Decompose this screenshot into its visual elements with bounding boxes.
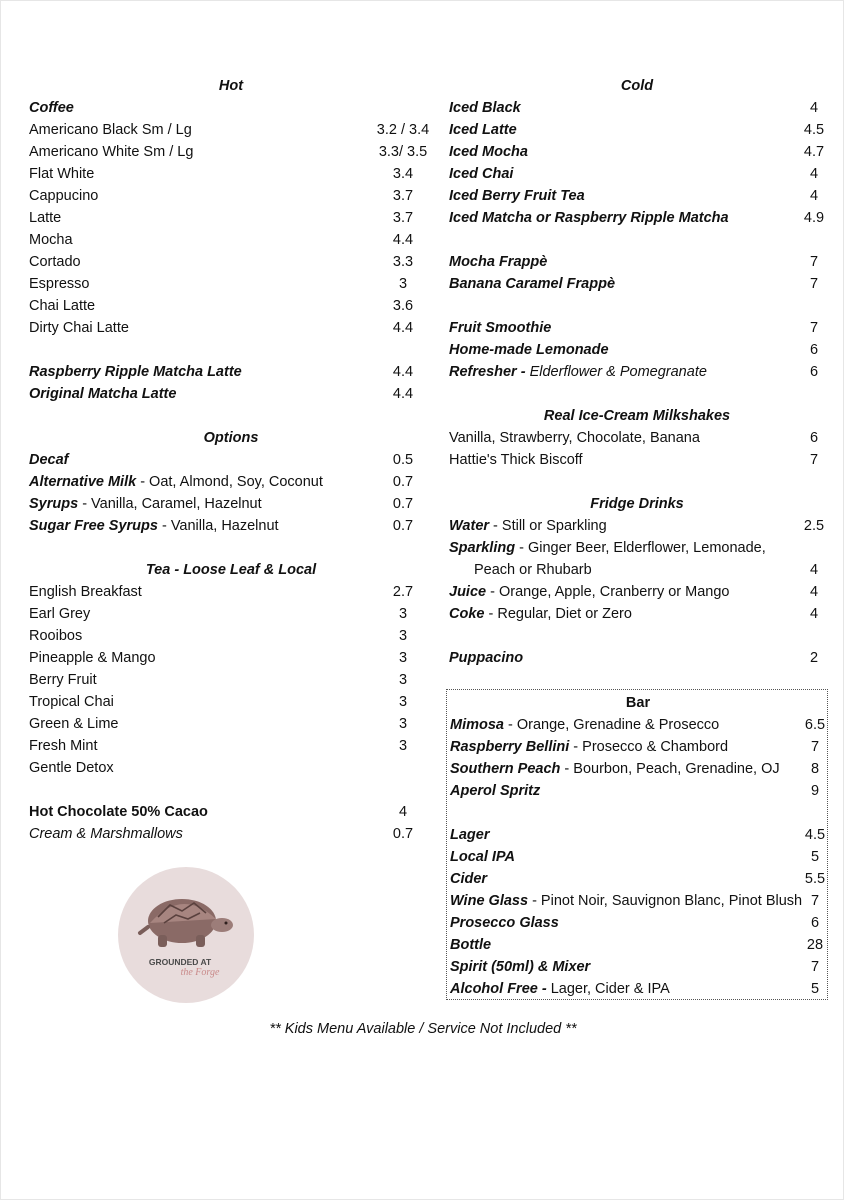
item-price: 4	[809, 100, 819, 116]
item-price: 7	[809, 452, 819, 468]
item-price: 7	[810, 739, 820, 755]
menu-item: Iced Black 4	[449, 97, 825, 119]
item-price: 3.3	[392, 254, 414, 270]
item-price: 2.7	[392, 584, 414, 600]
menu-item: Tropical Chai 3	[29, 691, 433, 713]
menu-item-continued: Peach or Rhubarb 4	[449, 559, 825, 581]
spacer	[29, 779, 433, 801]
item-price: 0.5	[392, 452, 414, 468]
item-price: 4	[398, 804, 408, 820]
item-price: 3	[398, 694, 408, 710]
menu-item: Mocha Frappè 7	[449, 251, 825, 273]
item-price: 3.2 / 3.4	[376, 122, 430, 138]
item-price: 4.4	[392, 364, 414, 380]
item-price: 4.4	[392, 232, 414, 248]
spacer	[29, 537, 433, 559]
menu-item: Decaf 0.5	[29, 449, 433, 471]
bar-section	[446, 689, 828, 1000]
menu-item: Green & Lime 3	[29, 713, 433, 735]
menu-item: Cappucino 3.7	[29, 185, 433, 207]
spacer	[29, 339, 433, 361]
logo-text: GROUNDED AT	[148, 957, 212, 967]
item-price: 3.6	[392, 298, 414, 314]
item-price: 0.7	[392, 474, 414, 490]
cold-heading: Cold	[620, 78, 654, 94]
spacer	[449, 383, 825, 405]
menu-item: Iced Latte 4.5	[449, 119, 825, 141]
menu-item: Sugar Free Syrups - Vanilla, Hazelnut 0.7	[29, 515, 433, 537]
menu-item: Iced Mocha 4.7	[449, 141, 825, 163]
coffee-list	[29, 119, 433, 339]
menu-item: Home-made Lemonade 6	[449, 339, 825, 361]
wine-glass-text: Wine Glass - Pinot Noir, Sauvignon Blanc, Pinot Blush	[450, 893, 802, 909]
menu-item: Americano White Sm / Lg 3.3/ 3.5	[29, 141, 433, 163]
menu-item: Earl Grey 3	[29, 603, 433, 625]
spacer	[449, 471, 825, 493]
item-price: 3.3/ 3.5	[378, 144, 428, 160]
spacer	[450, 802, 826, 824]
menu-item: Fruit Smoothie 7	[449, 317, 825, 339]
item-price: 3	[398, 606, 408, 622]
menu-item: Refresher - Elderflower & Pomegranate 6	[449, 361, 825, 383]
item-price: 4.4	[392, 320, 414, 336]
item-price: 6	[809, 342, 819, 358]
item-price: 4.4	[392, 386, 414, 402]
tortoise-logo	[118, 867, 254, 1003]
item-price: 3.7	[392, 188, 414, 204]
item-price: 3	[398, 628, 408, 644]
spacer	[449, 625, 825, 647]
menu-item: Latte 3.7	[29, 207, 433, 229]
item-price: 3	[398, 276, 408, 292]
menu-item: Cider 5.5	[450, 868, 826, 890]
item-price: 28	[806, 937, 824, 953]
hot-chocolate-item: Hot Chocolate 50% Cacao 4	[29, 801, 433, 823]
item-price: 4.9	[803, 210, 825, 226]
item-price: 2.5	[803, 518, 825, 534]
item-price: 0.7	[392, 826, 414, 842]
menu-item: Espresso 3	[29, 273, 433, 295]
menu-item: Alternative Milk - Oat, Almond, Soy, Coconut 0.7	[29, 471, 433, 493]
menu-item: Fresh Mint 3	[29, 735, 433, 757]
item-price: 8	[810, 761, 820, 777]
tea-list	[29, 581, 433, 779]
item-price: 6.5	[804, 717, 826, 733]
menu-item: Mocha 4.4	[29, 229, 433, 251]
menu-item: Dirty Chai Latte 4.4	[29, 317, 433, 339]
item-price: 0.7	[392, 518, 414, 534]
hot-heading: Hot	[218, 78, 244, 94]
spacer	[29, 405, 433, 427]
menu-item: Flat White 3.4	[29, 163, 433, 185]
menu-item: Vanilla, Strawberry, Chocolate, Banana 6	[449, 427, 825, 449]
spacer	[449, 295, 825, 317]
item-price: 2	[809, 650, 819, 666]
item-price: 4	[809, 606, 819, 622]
menu-item: Alcohol Free - Lager, Cider & IPA 5	[450, 978, 826, 1000]
cold-column	[449, 75, 825, 669]
menu-item: Syrups - Vanilla, Caramel, Hazelnut 0.7	[29, 493, 433, 515]
menu-item: Mimosa - Orange, Grenadine & Prosecco 6.5	[450, 714, 826, 736]
item-price: 4.5	[803, 122, 825, 138]
coffee-heading: Coffee	[29, 100, 74, 116]
menu-item: Bottle 28	[450, 934, 826, 956]
item-price: 4.7	[803, 144, 825, 160]
menu-item: Local IPA 5	[450, 846, 826, 868]
item-price: 7	[809, 254, 819, 270]
item-price: 3.7	[392, 210, 414, 226]
item-price: 9	[810, 783, 820, 799]
item-price: 7	[809, 320, 819, 336]
item-price: 3	[398, 650, 408, 666]
item-price: 3	[398, 716, 408, 732]
menu-item: English Breakfast 2.7	[29, 581, 433, 603]
bar-heading: Bar	[625, 695, 651, 711]
menu-item: Americano Black Sm / Lg 3.2 / 3.4	[29, 119, 433, 141]
menu-item: Spirit (50ml) & Mixer 7	[450, 956, 826, 978]
item-price: 6	[809, 430, 819, 446]
menu-item: Cortado 3.3	[29, 251, 433, 273]
menu-item: Raspberry Ripple Matcha Latte 4.4	[29, 361, 433, 383]
item-price: 4.5	[804, 827, 826, 843]
menu-item: Pineapple & Mango 3	[29, 647, 433, 669]
item-price: 6	[809, 364, 819, 380]
menu-item: Prosecco Glass 6	[450, 912, 826, 934]
menu-item: Coke - Regular, Diet or Zero 4	[449, 603, 825, 625]
item-price: 4	[809, 562, 819, 578]
menu-item: Lager 4.5	[450, 824, 826, 846]
item-price: 4	[809, 188, 819, 204]
menu-item: Berry Fruit 3	[29, 669, 433, 691]
item-price: 3	[398, 738, 408, 754]
item-price: 7	[810, 893, 820, 909]
menu-item: Iced Matcha or Raspberry Ripple Matcha 4.9	[449, 207, 825, 229]
item-price: 3	[398, 672, 408, 688]
menu-item: Chai Latte 3.6	[29, 295, 433, 317]
bar-list	[450, 692, 826, 1000]
item-price: 5	[810, 981, 820, 997]
menu-item: Iced Berry Fruit Tea 4	[449, 185, 825, 207]
spacer	[449, 229, 825, 251]
item-price: 6	[810, 915, 820, 931]
menu-item: Hattie's Thick Biscoff 7	[449, 449, 825, 471]
fridge-heading: Fridge Drinks	[590, 496, 684, 512]
menu-item	[450, 890, 826, 912]
item-price: 7	[809, 276, 819, 292]
menu-item: Aperol Spritz 9	[450, 780, 826, 802]
menu-item: Water - Still or Sparkling 2.5	[449, 515, 825, 537]
milkshakes-heading: Real Ice-Cream Milkshakes	[543, 408, 731, 424]
logo-script: the Forge	[180, 967, 220, 978]
menu-item: Gentle Detox	[29, 760, 114, 776]
menu-item: Original Matcha Latte 4.4	[29, 383, 433, 405]
footer-note: ** Kids Menu Available / Service Not Included **	[269, 1021, 577, 1037]
item-price: 5	[810, 849, 820, 865]
menu-item: Raspberry Bellini - Prosecco & Chambord 7	[450, 736, 826, 758]
item-price: 4	[809, 166, 819, 182]
menu-item: Puppacino 2	[449, 647, 825, 669]
tea-heading: Tea - Loose Leaf & Local	[145, 562, 317, 578]
menu-item: Sparkling - Ginger Beer, Elderflower, Lemonade,	[449, 540, 766, 556]
menu-item: Rooibos 3	[29, 625, 433, 647]
menu-item: Iced Chai 4	[449, 163, 825, 185]
iced-list	[449, 97, 825, 229]
item-price: 4	[809, 584, 819, 600]
item-price: 5.5	[804, 871, 826, 887]
menu-item: Juice - Orange, Apple, Cranberry or Mango 4	[449, 581, 825, 603]
hot-column	[29, 75, 433, 845]
item-price: 0.7	[392, 496, 414, 512]
menu-item: Banana Caramel Frappè 7	[449, 273, 825, 295]
menu-item: Southern Peach - Bourbon, Peach, Grenadine, OJ 8	[450, 758, 826, 780]
item-price: 3.4	[392, 166, 414, 182]
item-price: 7	[810, 959, 820, 975]
options-heading: Options	[203, 430, 259, 446]
hot-chocolate-extra: Cream & Marshmallows 0.7	[29, 823, 433, 845]
